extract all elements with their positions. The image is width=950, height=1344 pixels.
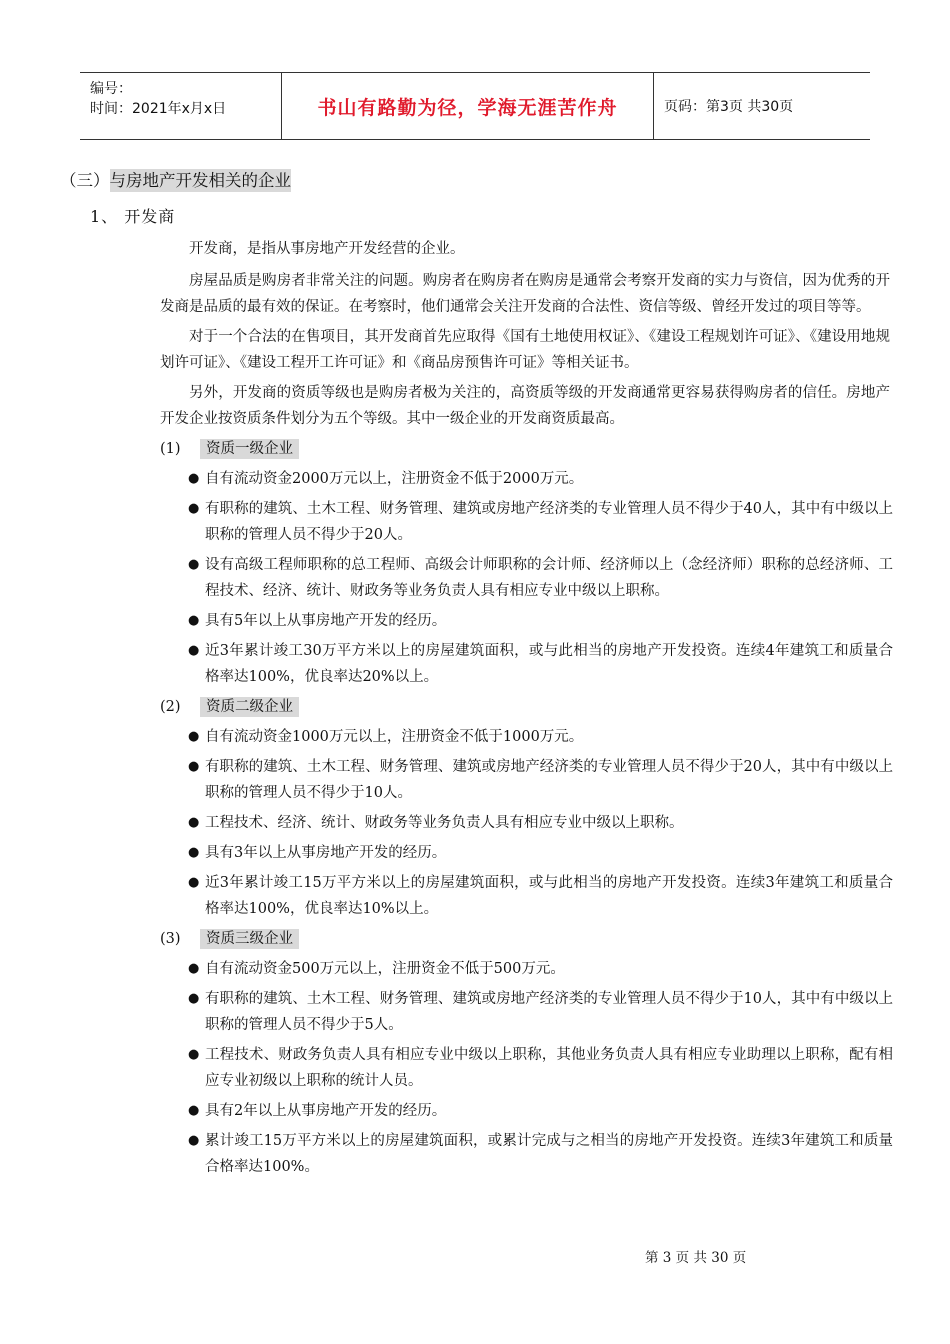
list-item bbox=[188, 870, 893, 922]
list-item-text: 近3年累计竣工30万平方米以上的房屋建筑面积，或与此相当的房地产开发投资。连续4年建筑工和质量合格率达100%，优良率达20%以上。 bbox=[205, 643, 893, 685]
header-meta-cell bbox=[80, 73, 282, 139]
bullet-icon: ● bbox=[188, 501, 200, 516]
list-item bbox=[188, 638, 893, 690]
level-heading bbox=[160, 694, 910, 720]
list-item-text: 具有5年以上从事房地产开发的经历。 bbox=[205, 613, 447, 629]
section-title bbox=[60, 168, 910, 194]
level-number: (2) bbox=[160, 699, 181, 715]
document-body bbox=[60, 168, 910, 1184]
list-item bbox=[188, 466, 893, 492]
bullet-icon: ● bbox=[188, 471, 200, 486]
list-item bbox=[188, 608, 893, 634]
level-title: 资质二级企业 bbox=[200, 697, 299, 717]
list-item bbox=[188, 810, 893, 836]
list-item bbox=[188, 986, 893, 1038]
list-item-text: 有职称的建筑、土木工程、财务管理、建筑或房地产经济类的专业管理人员不得少于10人，其中有中级以上职称的管理人员不得少于5人。 bbox=[205, 991, 893, 1033]
list-item-text: 工程技术、经济、统计、财政务等业务负责人具有相应专业中级以上职称。 bbox=[205, 815, 684, 831]
list-item-text: 自有流动资金1000万元以上，注册资金不低于1000万元。 bbox=[205, 729, 584, 745]
list-item-text: 累计竣工15万平方米以上的房屋建筑面积，或累计完成与之相当的房地产开发投资。连续3年建筑工和质量合格率达100%。 bbox=[205, 1133, 893, 1175]
level-title: 资质一级企业 bbox=[200, 439, 299, 459]
list-item bbox=[188, 552, 893, 604]
bullet-icon: ● bbox=[188, 643, 200, 658]
level-heading bbox=[160, 926, 910, 952]
list-item bbox=[188, 1128, 893, 1180]
level-number: (3) bbox=[160, 931, 181, 947]
list-item bbox=[188, 754, 893, 806]
list-item bbox=[188, 840, 893, 866]
bullet-icon: ● bbox=[188, 875, 200, 890]
paragraph: 房屋品质是购房者非常关注的问题。购房者在购房者在购房是通常会考察开发商的实力与资信，因为优秀的开发商是品质的最有效的保证。在考察时，他们通常会关注开发商的合法性、资信等级、曾经开发过的项目等等。 bbox=[160, 273, 890, 315]
list-item bbox=[188, 1098, 893, 1124]
header-time-label: 时间：2021年x月x日 bbox=[90, 101, 227, 117]
list-item-text: 设有高级工程师职称的总工程师、高级会计师职称的会计师、经济师以上（念经济师）职称的总经济师、工程技术、经济、统计、财政务等业务负责人具有相应专业中级以上职称。 bbox=[205, 557, 893, 599]
bullet-icon: ● bbox=[188, 991, 200, 1006]
paragraph: 对于一个合法的在售项目，其开发商首先应取得《国有土地使用权证》、《建设工程规划许可证》、《建设用地规划许可证》、《建设工程开工许可证》和《商品房预售许可证》等相关证书。 bbox=[160, 329, 890, 371]
list-item-text: 工程技术、财政务负责人具有相应专业中级以上职称，其他业务负责人具有相应专业助理以上职称，配有相应专业初级以上职称的统计人员。 bbox=[205, 1047, 893, 1089]
list-item-text: 具有3年以上从事房地产开发的经历。 bbox=[205, 845, 447, 861]
paragraph: 另外，开发商的资质等级也是购房者极为关注的，高资质等级的开发商通常更容易获得购房者的信任。房地产开发企业按资质条件划分为五个等级。其中一级企业的开发商资质最高。 bbox=[160, 385, 890, 427]
list-item-text: 自有流动资金500万元以上，注册资金不低于500万元。 bbox=[205, 961, 565, 977]
list-item-text: 自有流动资金2000万元以上，注册资金不低于2000万元。 bbox=[205, 471, 584, 487]
header-number-label: 编号： bbox=[90, 81, 132, 97]
bullet-icon: ● bbox=[188, 613, 200, 628]
list-item-text: 具有2年以上从事房地产开发的经历。 bbox=[205, 1103, 447, 1119]
header-page-label: 页码：第3页 共30页 bbox=[664, 99, 794, 115]
bullet-icon: ● bbox=[188, 845, 200, 860]
bullet-icon: ● bbox=[188, 759, 200, 774]
list-item bbox=[188, 496, 893, 548]
bullet-icon: ● bbox=[188, 1103, 200, 1118]
list-item-text: 有职称的建筑、土木工程、财务管理、建筑或房地产经济类的专业管理人员不得少于40人，其中有中级以上职称的管理人员不得少于20人。 bbox=[205, 501, 893, 543]
bullet-icon: ● bbox=[188, 815, 200, 830]
list-item bbox=[188, 1042, 893, 1094]
level-number: (1) bbox=[160, 441, 181, 457]
list-item bbox=[188, 956, 893, 982]
list-item bbox=[188, 724, 893, 750]
list-item-text: 近3年累计竣工15万平方米以上的房屋建筑面积，或与此相当的房地产开发投资。连续3年建筑工和质量合格率达100%，优良率达10%以上。 bbox=[205, 875, 893, 917]
bullet-icon: ● bbox=[188, 729, 200, 744]
section-title-text: 与房地产开发相关的企业 bbox=[109, 171, 291, 190]
bullet-icon: ● bbox=[188, 1133, 200, 1148]
paragraph: 开发商，是指从事房地产开发经营的企业。 bbox=[189, 241, 465, 257]
level-title: 资质三级企业 bbox=[200, 929, 299, 949]
bullet-icon: ● bbox=[188, 557, 200, 572]
bullet-icon: ● bbox=[188, 1047, 200, 1062]
level-heading bbox=[160, 436, 910, 462]
bullet-icon: ● bbox=[188, 961, 200, 976]
page-header bbox=[80, 72, 870, 140]
sub-title: 1、 开发商 bbox=[90, 207, 176, 226]
page-footer: 第 3 页 共 30 页 bbox=[645, 1250, 747, 1266]
list-item-text: 有职称的建筑、土木工程、财务管理、建筑或房地产经济类的专业管理人员不得少于20人，其中有中级以上职称的管理人员不得少于10人。 bbox=[205, 759, 893, 801]
section-title-prefix: （三） bbox=[60, 171, 110, 190]
header-motto: 书山有路勤为径，学海无涯苦作舟 bbox=[282, 73, 654, 139]
